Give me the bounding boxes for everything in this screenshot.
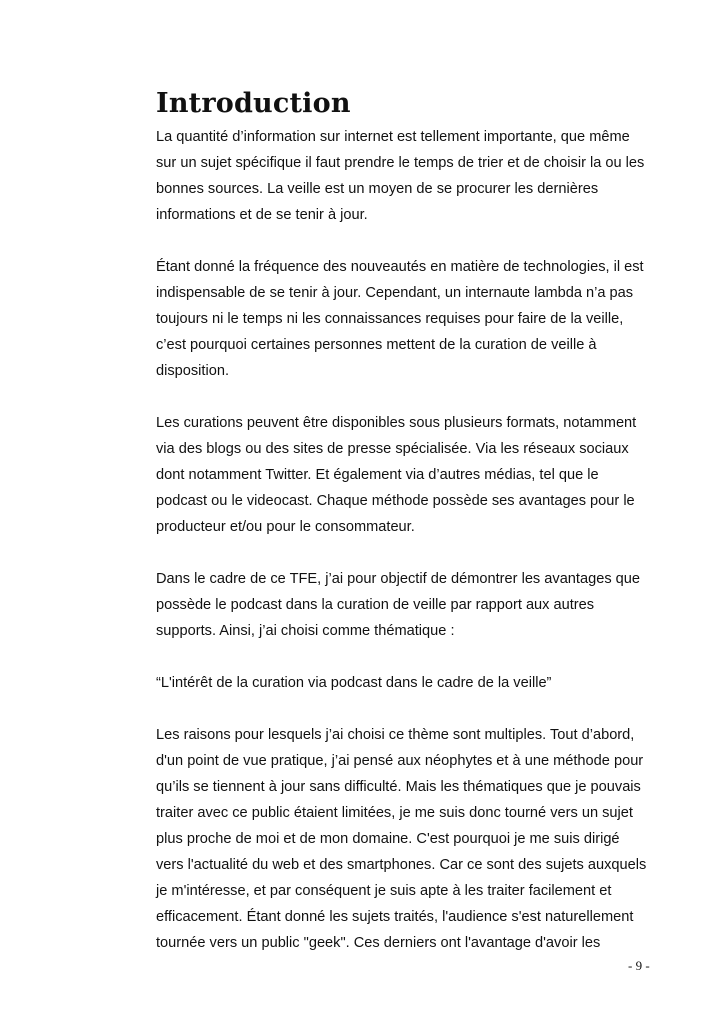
text-line: sur un sujet spécifique il faut prendre le temps de trier et de choisir la ou les [156, 155, 645, 171]
page-number: - 9 - [628, 958, 650, 973]
text-line: plus proche de moi et de mon domaine. C'est pourquoi je me suis dirigé [156, 831, 620, 847]
text-line: podcast ou le videocast. Chaque méthode possède ses avantages pour le [156, 493, 635, 509]
paragraph-spacer [156, 228, 676, 254]
theme-quote [156, 670, 676, 696]
text-line: je m'intéresse, et par conséquent je suis apte à les traiter facilement et [156, 883, 612, 899]
body-text [156, 124, 676, 956]
text-line: informations et de se tenir à jour. [156, 207, 368, 223]
text-line: qu’ils se tiennent à jour sans difficulté. Mais les thématiques que je pouvais [156, 779, 641, 795]
text-line: Les raisons pour lesquels j’ai choisi ce thème sont multiples. Tout d’abord, [156, 727, 635, 743]
text-line: Dans le cadre de ce TFE, j’ai pour objectif de démontrer les avantages que [156, 571, 641, 587]
text-line: supports. Ainsi, j’ai choisi comme thématique : [156, 623, 455, 639]
text-line: possède le podcast dans la curation de veille par rapport aux autres [156, 597, 595, 613]
text-line: disposition. [156, 363, 230, 379]
text-line: c’est pourquoi certaines personnes mettent de la curation de veille à [156, 337, 597, 353]
paragraph [156, 566, 676, 644]
text-line: bonnes sources. La veille est un moyen de se procurer les dernières [156, 181, 599, 197]
text-line: traiter avec ce public étaient limitées, je me suis donc tourné vers un sujet [156, 805, 633, 821]
section-title: Introduction [156, 88, 351, 119]
text-line: La quantité d’information sur internet est tellement importante, que même [156, 129, 630, 145]
text-line: producteur et/ou pour le consommateur. [156, 519, 415, 535]
paragraph-spacer [156, 384, 676, 410]
text-line: via des blogs ou des sites de presse spécialisée. Via les réseaux sociaux [156, 441, 629, 457]
text-line: efficacement. Étant donné les sujets traités, l'audience s'est naturellement [156, 909, 634, 925]
text-line: “L'intérêt de la curation via podcast dans le cadre de la veille” [156, 675, 552, 691]
paragraph-spacer [156, 644, 676, 670]
paragraph [156, 124, 676, 228]
text-line: dont notamment Twitter. Et également via d’autres médias, tel que le [156, 467, 599, 483]
paragraph [156, 410, 676, 540]
paragraph [156, 722, 676, 956]
text-line: toujours ni le temps ni les connaissances requises pour faire de la veille, [156, 311, 624, 327]
text-line: Étant donné la fréquence des nouveautés en matière de technologies, il est [156, 259, 644, 275]
paragraph-spacer [156, 696, 676, 722]
text-line: Les curations peuvent être disponibles sous plusieurs formats, notamment [156, 415, 637, 431]
text-line: d'un point de vue pratique, j’ai pensé aux néophytes et à une méthode pour [156, 753, 644, 769]
text-line: vers l'actualité du web et des smartphones. Car ce sont des sujets auxquels [156, 857, 647, 873]
text-line: tournée vers un public "geek". Ces derniers ont l'avantage d'avoir les [156, 935, 601, 951]
text-line: indispensable de se tenir à jour. Cependant, un internaute lambda n’a pas [156, 285, 634, 301]
paragraph-spacer [156, 540, 676, 566]
paragraph [156, 254, 676, 384]
